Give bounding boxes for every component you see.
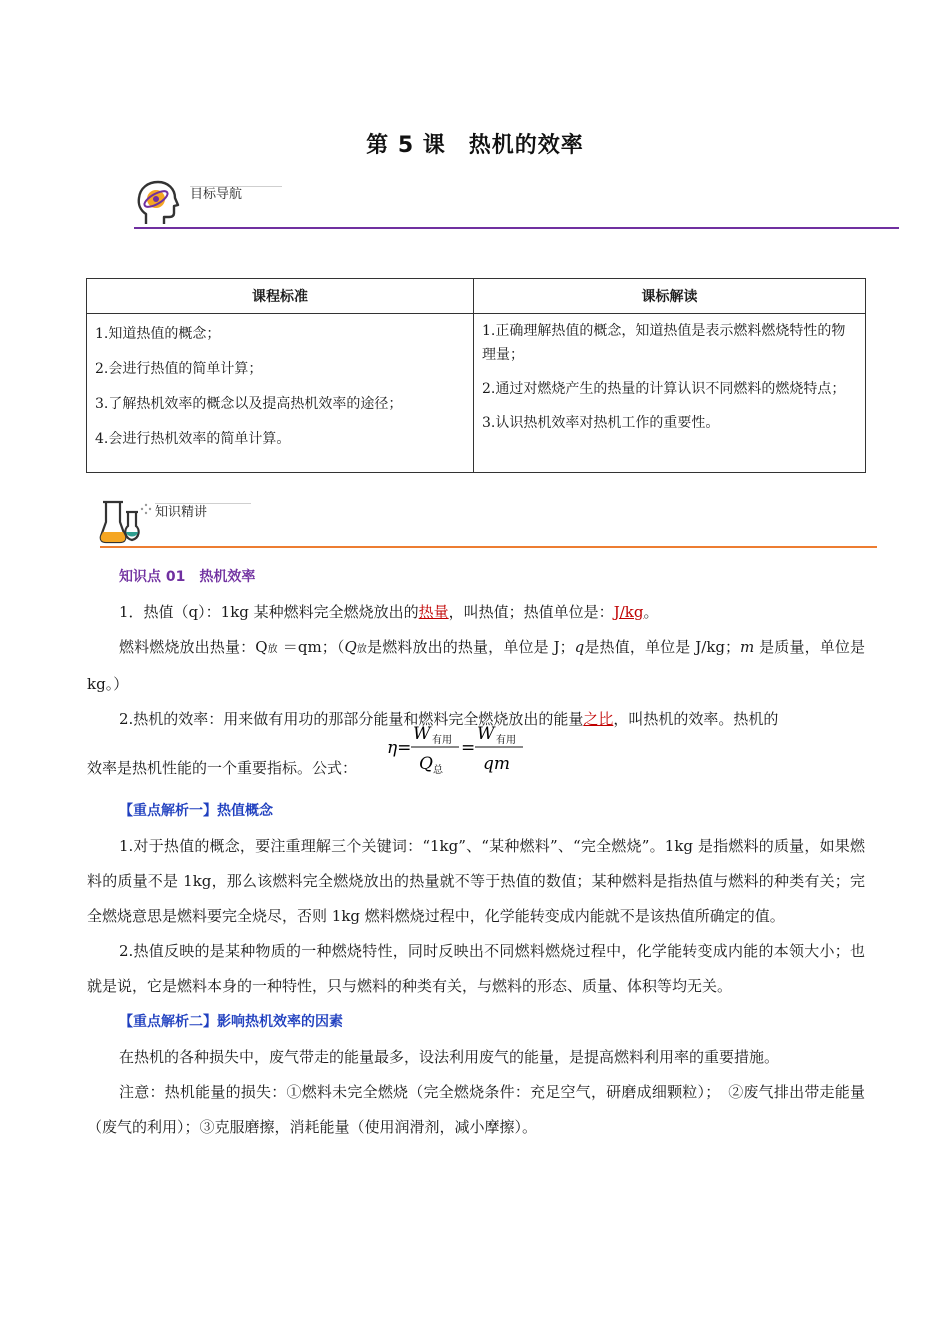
paragraph-analysis-1a: 1.对于热值的概念，要注重理解三个关键词：“1kg”、“某种燃料”、“完全燃烧”。1kg 是指燃料的质量，如果燃料的质量不是 1kg，那么该燃料完全燃烧放出的热量就不等于热值的数值；某种燃料是指热值与燃料的种类有关；完全燃烧意思是燃料要完全烧尽，否则 1kg 燃料燃烧过程中，化学能转变成内能就不是该热值所确定的值。: [87, 837, 865, 925]
formula-w2: W: [477, 724, 495, 744]
text-run: ，叫热值；热值单位是：: [448, 603, 614, 621]
knowledge-point-title: 知识点 01 热机效率: [119, 569, 256, 585]
text-run: 【重点解析一】热值概念: [119, 803, 273, 819]
heading-analysis-2: [87, 1004, 865, 1040]
formula-sub-useful: 有用: [432, 735, 452, 746]
efficiency-formula: [387, 713, 527, 779]
text-run: 是热值，单位是 J/kg；: [584, 638, 741, 656]
paragraph-heat-formula: [87, 630, 865, 702]
section-rule-orange: [100, 546, 877, 548]
table-cell-standards: [87, 314, 474, 473]
formula-w1: W: [413, 724, 431, 744]
section-thin-line: [155, 503, 251, 504]
text-run: 是燃料放出的热量，单位是 J；: [367, 638, 575, 656]
page-title: 第 5 课 热机的效率: [366, 133, 584, 158]
formula-sub-total: 总: [433, 765, 443, 776]
text-run: 2.热机的效率：用来做有用功的那部分能量和燃料完全燃烧放出的能量: [119, 710, 584, 728]
formula-qm: qm: [483, 754, 511, 774]
formula-eta: η=: [387, 738, 412, 758]
answer-highlight: 热量: [418, 603, 449, 621]
list-item: 1.知道热值的概念；: [95, 326, 221, 342]
table-header-interpretation: 课标解读: [474, 279, 866, 314]
flask-icon: [98, 498, 144, 544]
symbol: m: [740, 638, 755, 656]
brain-head-icon: [136, 180, 180, 226]
list-item: 1.正确理解热值的概念，知道热值是表示燃料燃烧特性的物理量；: [482, 323, 846, 363]
answer-highlight: J/kg: [613, 603, 644, 621]
text-run: 【重点解析二】影响热机效率的因素: [119, 1014, 343, 1030]
table-header-standard: 课程标准: [87, 279, 474, 314]
section-rule-purple: [134, 227, 899, 229]
formula-sub-useful-2: 有用: [496, 735, 516, 746]
formula-line: [87, 724, 865, 793]
paragraph-heat-value: [87, 595, 865, 630]
formula-eq: =: [461, 738, 476, 758]
paragraph-analysis-2a: 在热机的各种损失中，废气带走的能量最多，设法利用废气的能量，是提高燃料利用率的重要措施。: [119, 1048, 780, 1066]
text-run: 燃料燃烧放出热量：Q: [119, 638, 268, 656]
subscript: 放: [356, 644, 368, 655]
text-run: 1．热值（q）：1kg 某种燃料完全燃烧放出的: [119, 603, 419, 621]
formula-q: Q: [419, 754, 433, 774]
sparkle-icon: [140, 503, 152, 515]
text-run: 效率是热机性能的一个重要指标。公式：: [87, 759, 358, 777]
section-label-nav: 目标导航: [190, 187, 243, 202]
heading-analysis-1: [87, 793, 865, 829]
list-item: 3.认识热机效率对热机工作的重要性。: [482, 415, 720, 431]
knowledge-content: [87, 560, 865, 1145]
text-run: ，叫热机的效率。热机的: [613, 710, 779, 728]
section-thin-line: [190, 186, 282, 187]
subscript: 放: [267, 644, 278, 655]
course-standards-table: [86, 278, 866, 473]
section-label-knowledge: 知识精讲: [155, 505, 208, 520]
list-item: 2.通过对燃烧产生的热量的计算认识不同燃料的燃烧特点；: [482, 381, 846, 397]
list-item: 4.会进行热机效率的简单计算。: [95, 431, 291, 447]
symbol: Q: [344, 638, 357, 656]
text-run: ＝qm；（: [277, 638, 345, 656]
text-run: 。: [643, 603, 659, 621]
list-item: 2.会进行热值的简单计算；: [95, 361, 263, 377]
table-cell-interpretation: [474, 314, 866, 473]
paragraph-analysis-1b: 2.热值反映的是某种物质的一种燃烧特性，同时反映出不同燃料燃烧过程中，化学能转变成内能的本领大小；也就是说，它是燃料本身的一种特性，只与燃料的种类有关，与燃料的形态、质量、体积等均无关。: [87, 942, 865, 995]
text-run: 是质量，单位是 kg。）: [87, 638, 865, 693]
symbol: q: [574, 638, 585, 656]
answer-highlight: 之比: [583, 710, 614, 728]
paragraph-analysis-2b: 注意：热机能量的损失：①燃料未完全燃烧（完全燃烧条件：充足空气，研磨成细颗粒）； ②废气排出带走能量（废气的利用）；③克服磨擦，消耗能量（使用润滑剂，减小摩擦）。: [87, 1083, 865, 1136]
list-item: 3.了解热机效率的概念以及提高热机效率的途径；: [95, 396, 403, 412]
